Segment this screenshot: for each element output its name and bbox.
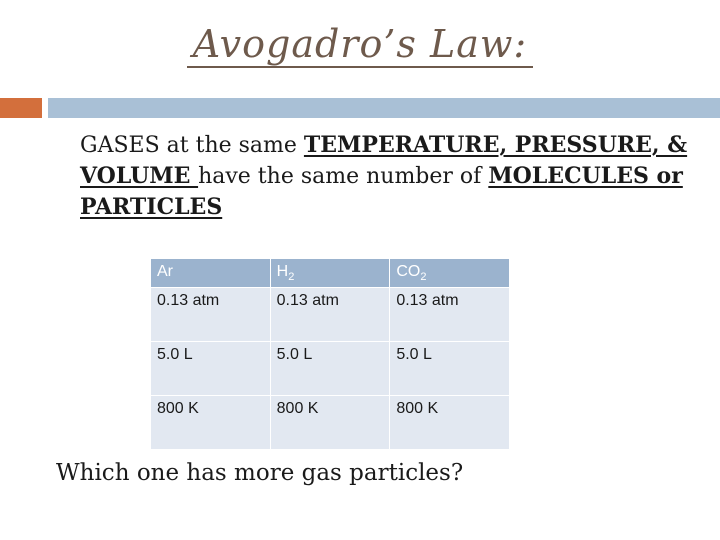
gas-comparison-table bbox=[150, 258, 510, 450]
table-cell: 800 K bbox=[390, 396, 510, 450]
slide-title bbox=[0, 22, 720, 66]
statement-bold-2: MOLECULES or PARTICLES bbox=[80, 163, 683, 220]
table-cell: 800 K bbox=[270, 396, 390, 450]
header-co2-subscript: 2 bbox=[420, 271, 427, 284]
table-cell: 0.13 atm bbox=[151, 288, 271, 342]
header-ar-text: Ar bbox=[157, 262, 173, 280]
statement-part-2: have the same number of bbox=[198, 164, 489, 189]
header-ar bbox=[151, 259, 271, 288]
table-cell: 5.0 L bbox=[151, 342, 271, 396]
accent-bar-orange bbox=[0, 98, 42, 118]
table-cell: 0.13 atm bbox=[270, 288, 390, 342]
header-co2 bbox=[390, 259, 510, 288]
header-co2-text: CO bbox=[396, 262, 421, 280]
statement-part-1: GASES at the same bbox=[80, 133, 304, 158]
table-row bbox=[151, 342, 510, 396]
table-cell: 0.13 atm bbox=[390, 288, 510, 342]
table-row bbox=[151, 396, 510, 450]
table-header-row bbox=[151, 259, 510, 288]
question-text: Which one has more gas particles? bbox=[56, 460, 464, 486]
table-row bbox=[151, 288, 510, 342]
avogadro-statement bbox=[80, 130, 700, 223]
header-h2 bbox=[270, 259, 390, 288]
table-cell: 5.0 L bbox=[390, 342, 510, 396]
table-cell: 5.0 L bbox=[270, 342, 390, 396]
table-cell: 800 K bbox=[151, 396, 271, 450]
accent-bar-blue bbox=[48, 98, 720, 118]
header-h2-subscript: 2 bbox=[288, 271, 295, 284]
slide-title-text: Avogadro’s Law: bbox=[187, 22, 533, 68]
header-h2-text: H bbox=[276, 262, 289, 280]
statement-bold-1: TEMPERATURE, PRESSURE, & VOLUME bbox=[80, 132, 688, 189]
